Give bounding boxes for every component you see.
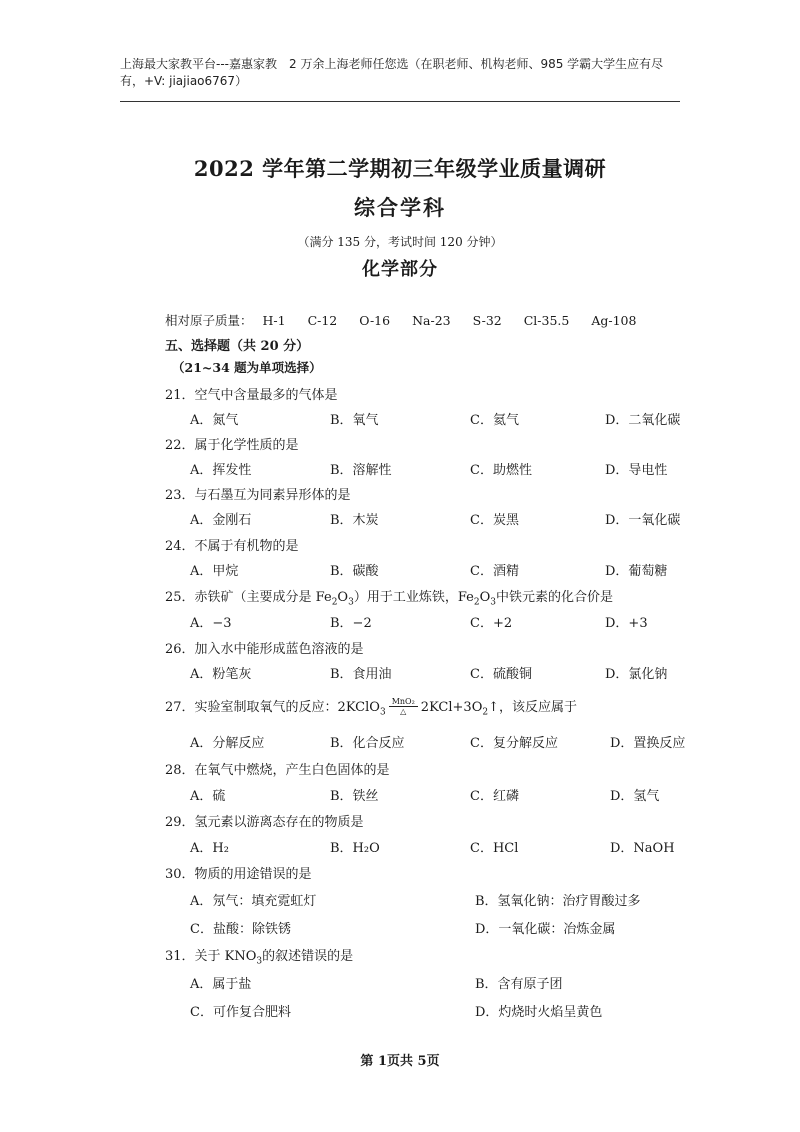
page-footer: 第 1页共 5页 — [360, 1054, 440, 1069]
option-b: B．化合反应 — [330, 736, 405, 751]
option-b: B．−2 — [330, 616, 372, 631]
atomic-mass-item: H-1 — [262, 313, 286, 328]
option-c: C．+2 — [470, 616, 513, 631]
atomic-mass-item: C-12 — [307, 313, 338, 328]
section-note: （21~34 题为单项选择） — [172, 360, 322, 375]
question-stem: 23．与石墨互为同素异形体的是 — [165, 488, 351, 503]
atomic-mass-item: Ag-108 — [591, 313, 637, 328]
option-b: B．碳酸 — [330, 564, 379, 579]
option-d: D．二氧化碳 — [605, 413, 681, 428]
option-b: B．溶解性 — [330, 463, 392, 478]
question-stem: 28．在氧气中燃烧，产生白色固体的是 — [165, 763, 390, 778]
stem-text: 的叙述错误的是 — [262, 949, 354, 964]
option-d: D．+3 — [605, 616, 648, 631]
stem-text: ↑，该反应属于 — [488, 700, 577, 715]
subscript: 3 — [490, 597, 496, 608]
option-c: C．HCl — [470, 841, 519, 856]
option-d: D．置换反应 — [610, 736, 686, 751]
option-d: D．葡萄糖 — [605, 564, 668, 579]
option-c: C．助燃性 — [470, 463, 532, 478]
option-c: C．酒精 — [470, 564, 519, 579]
exam-title: 2022 学年第二学期初三年级学业质量调研 — [193, 156, 607, 181]
option-a: A．粉笔灰 — [190, 667, 252, 682]
stem-text: O — [337, 590, 349, 605]
option-a: A．氮气 — [190, 413, 239, 428]
ad-line-2: 有，+V: jiajiao6767） — [120, 74, 248, 88]
option-b: B．食用油 — [330, 667, 392, 682]
atomic-mass-line — [165, 311, 654, 329]
stem-text: 31．关于 KNO — [165, 949, 257, 964]
option-b: B．氧气 — [330, 413, 379, 428]
option-c: C．氦气 — [470, 413, 519, 428]
option-b: B．铁丝 — [330, 789, 379, 804]
option-a: A．金刚石 — [190, 513, 252, 528]
question-stem: 24．不属于有机物的是 — [165, 539, 299, 554]
question-stem: 22．属于化学性质的是 — [165, 438, 299, 453]
header-divider — [120, 101, 680, 102]
option-a: A．属于盐 — [190, 977, 252, 992]
section-title: 五、选择题（共 20 分） — [165, 339, 310, 354]
option-d: D．灼烧时火焰呈黄色 — [475, 1005, 603, 1020]
subscript: 2 — [331, 597, 338, 608]
exam-note: （满分 135 分，考试时间 120 分钟） — [297, 235, 503, 249]
header-advertisement — [120, 56, 690, 90]
option-c: C．盐酸：除铁锈 — [190, 922, 291, 937]
option-a: A．甲烷 — [190, 564, 239, 579]
question-stem — [165, 696, 577, 718]
question-stem — [165, 586, 613, 608]
option-d: D．氢气 — [610, 789, 660, 804]
stem-text: 27．实验室制取氧气的反应：2KClO — [165, 700, 380, 715]
stem-text: O — [479, 590, 491, 605]
option-a: A．挥发性 — [190, 463, 252, 478]
option-a: A．氖气：填充霓虹灯 — [190, 894, 317, 909]
option-b: B．H₂O — [330, 841, 380, 856]
stem-text: 2KCl+3O — [420, 700, 483, 715]
option-d: D．NaOH — [610, 841, 675, 856]
subscript: 2 — [473, 597, 480, 608]
ad-line-1: 上海最大家教平台---嘉惠家教 2 万余上海老师任您选（在职老师、机构老师、985 学霸大学生应有尽 — [120, 57, 664, 71]
option-d: D．一氧化碳：冶炼金属 — [475, 922, 616, 937]
catalyst-label: MnO₂ — [389, 697, 418, 707]
atomic-mass-item: S-32 — [472, 313, 502, 328]
option-b: B．木炭 — [330, 513, 379, 528]
option-c: C．硫酸铜 — [470, 667, 532, 682]
option-a: A．分解反应 — [190, 736, 265, 751]
option-d: D．一氧化碳 — [605, 513, 681, 528]
option-c: C．红磷 — [470, 789, 519, 804]
option-c: C．可作复合肥料 — [190, 1005, 291, 1020]
option-a: A．−3 — [190, 616, 232, 631]
subscript: 2 — [482, 707, 489, 718]
option-d: D．导电性 — [605, 463, 668, 478]
question-stem: 29．氢元素以游离态存在的物质是 — [165, 815, 364, 830]
question-stem: 21．空气中含量最多的气体是 — [165, 388, 338, 403]
option-c: C．炭黑 — [470, 513, 519, 528]
atomic-mass-item: O-16 — [359, 313, 391, 328]
option-c: C．复分解反应 — [470, 736, 558, 751]
reaction-condition — [389, 697, 418, 716]
stem-text: 中铁元素的化合价是 — [495, 590, 613, 605]
stem-text: 25．赤铁矿（主要成分是 Fe — [165, 590, 332, 605]
option-b: B．氢氧化钠：治疗胃酸过多 — [475, 894, 641, 909]
atomic-mass-item: Cl-35.5 — [523, 313, 570, 328]
option-a: A．H₂ — [190, 841, 229, 856]
exam-subtitle: 综合学科 — [354, 195, 446, 220]
question-stem: 30．物质的用途错误的是 — [165, 867, 312, 882]
subscript: 3 — [379, 707, 386, 718]
subscript: 3 — [348, 597, 354, 608]
question-stem: 26．加入水中能形成蓝色溶液的是 — [165, 642, 364, 657]
option-d: D．氯化钠 — [605, 667, 668, 682]
subscript: 3 — [256, 956, 263, 967]
atomic-mass-item: Na-23 — [412, 313, 451, 328]
option-a: A．硫 — [190, 789, 226, 804]
question-stem — [165, 945, 353, 967]
atomic-mass-label: 相对原子质量： — [165, 313, 253, 328]
heat-symbol: △ — [400, 707, 407, 716]
part-title: 化学部分 — [362, 259, 438, 280]
option-b: B．含有原子团 — [475, 977, 563, 992]
stem-text: ）用于工业炼铁，Fe — [353, 590, 474, 605]
